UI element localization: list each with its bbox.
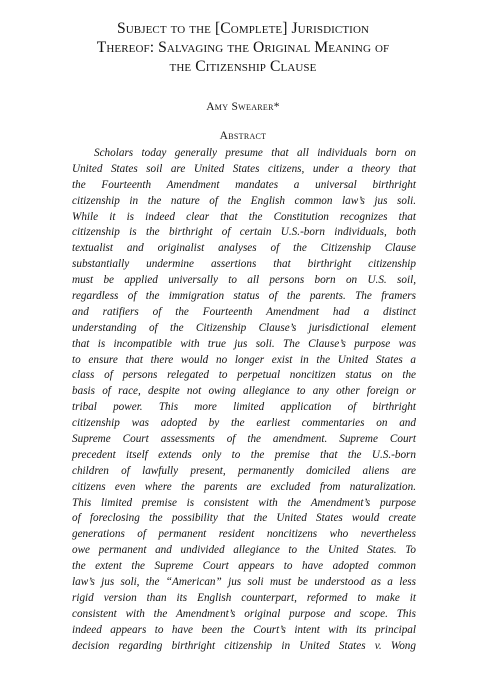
abstract-line: citizens even where the parents are excluded from naturalization.	[72, 480, 416, 493]
abstract-body	[72, 146, 416, 655]
abstract-line: that is incompatible with true jus soli. The Clause’s purpose was	[72, 337, 416, 350]
abstract-line: While it is indeed clear that the Constitution recognizes that	[72, 210, 416, 223]
abstract-heading: Abstract	[219, 130, 267, 142]
title-line-3: the Citizenship Clause	[169, 58, 317, 75]
abstract-line: tribal power. This more limited application of birthright	[72, 401, 416, 414]
abstract-line: consistent with the Amendment’s original purpose and scope. This	[72, 607, 416, 620]
abstract-line: class of persons relegated to perpetual noncitizen status on the	[72, 369, 416, 382]
title-line-1: Subject to the [Complete] Jurisdiction	[116, 20, 370, 37]
abstract-line: and ratifiers of the Fourteenth Amendment had a distinct	[72, 305, 416, 318]
abstract-line: must be applied universally to all persons born on U.S. soil,	[72, 274, 416, 287]
abstract-line: decision regarding birthright citizenship in United States v. Wong	[72, 639, 416, 652]
abstract-line: citizenship was adopted by the earliest commentaries on and	[72, 417, 416, 430]
article-title	[40, 19, 446, 76]
abstract-line: Supreme Court assessments of the amendment. Supreme Court	[72, 433, 416, 446]
abstract-line: the extent the Supreme Court appears to have adopted common	[72, 560, 416, 573]
abstract-line: United States soil are United States citizens, under a theory that	[72, 162, 416, 175]
abstract-line: regardless of the immigration status of the parents. The framers	[72, 290, 416, 303]
abstract-line: to ensure that there would no longer exist in the United States a	[72, 353, 416, 366]
abstract-line: generations of permanent resident noncitizens who nevertheless	[72, 528, 416, 541]
abstract-line: Scholars today generally presume that all individuals born on	[94, 147, 416, 159]
abstract-line: law’s jus soli, the “American” jus soli must be understood as a less	[72, 576, 416, 589]
abstract-line: of foreclosing the possibility that the United States would create	[72, 512, 416, 525]
abstract-line: This limited premise is consistent with the Amendment’s purpose	[72, 496, 416, 509]
abstract-line: citizenship is the birthright of certain U.S.-born individuals, both	[72, 226, 416, 239]
abstract-line: substantially undermine assertions that birthright citizenship	[72, 258, 416, 271]
abstract-line: basis of race, despite not owing allegiance to any other foreign or	[72, 385, 416, 398]
abstract-line: understanding of the Citizenship Clause’s jurisdictional element	[72, 321, 416, 334]
abstract-line: indeed appears to have been the Court’s intent with its principal	[72, 623, 416, 636]
abstract-line: precedent itself extends only to the premise that the U.S.-born	[72, 448, 416, 461]
abstract-line: rigid version than its English counterpart, reformed to make it	[72, 591, 416, 604]
abstract-line: textualist and originalist analyses of the Citizenship Clause	[72, 242, 416, 255]
abstract-line: the Fourteenth Amendment mandates a universal birthright	[72, 178, 416, 191]
author-name: Amy Swearer*	[206, 101, 280, 113]
abstract-line: owe permanent and undivided allegiance to the United States. To	[72, 544, 416, 557]
abstract-line: children of lawfully present, permanently domiciled aliens are	[72, 464, 416, 477]
abstract-line: citizenship in the nature of the English common law’s jus soli.	[72, 194, 416, 207]
title-line-2: Thereof: Salvaging the Original Meaning of	[96, 39, 390, 56]
